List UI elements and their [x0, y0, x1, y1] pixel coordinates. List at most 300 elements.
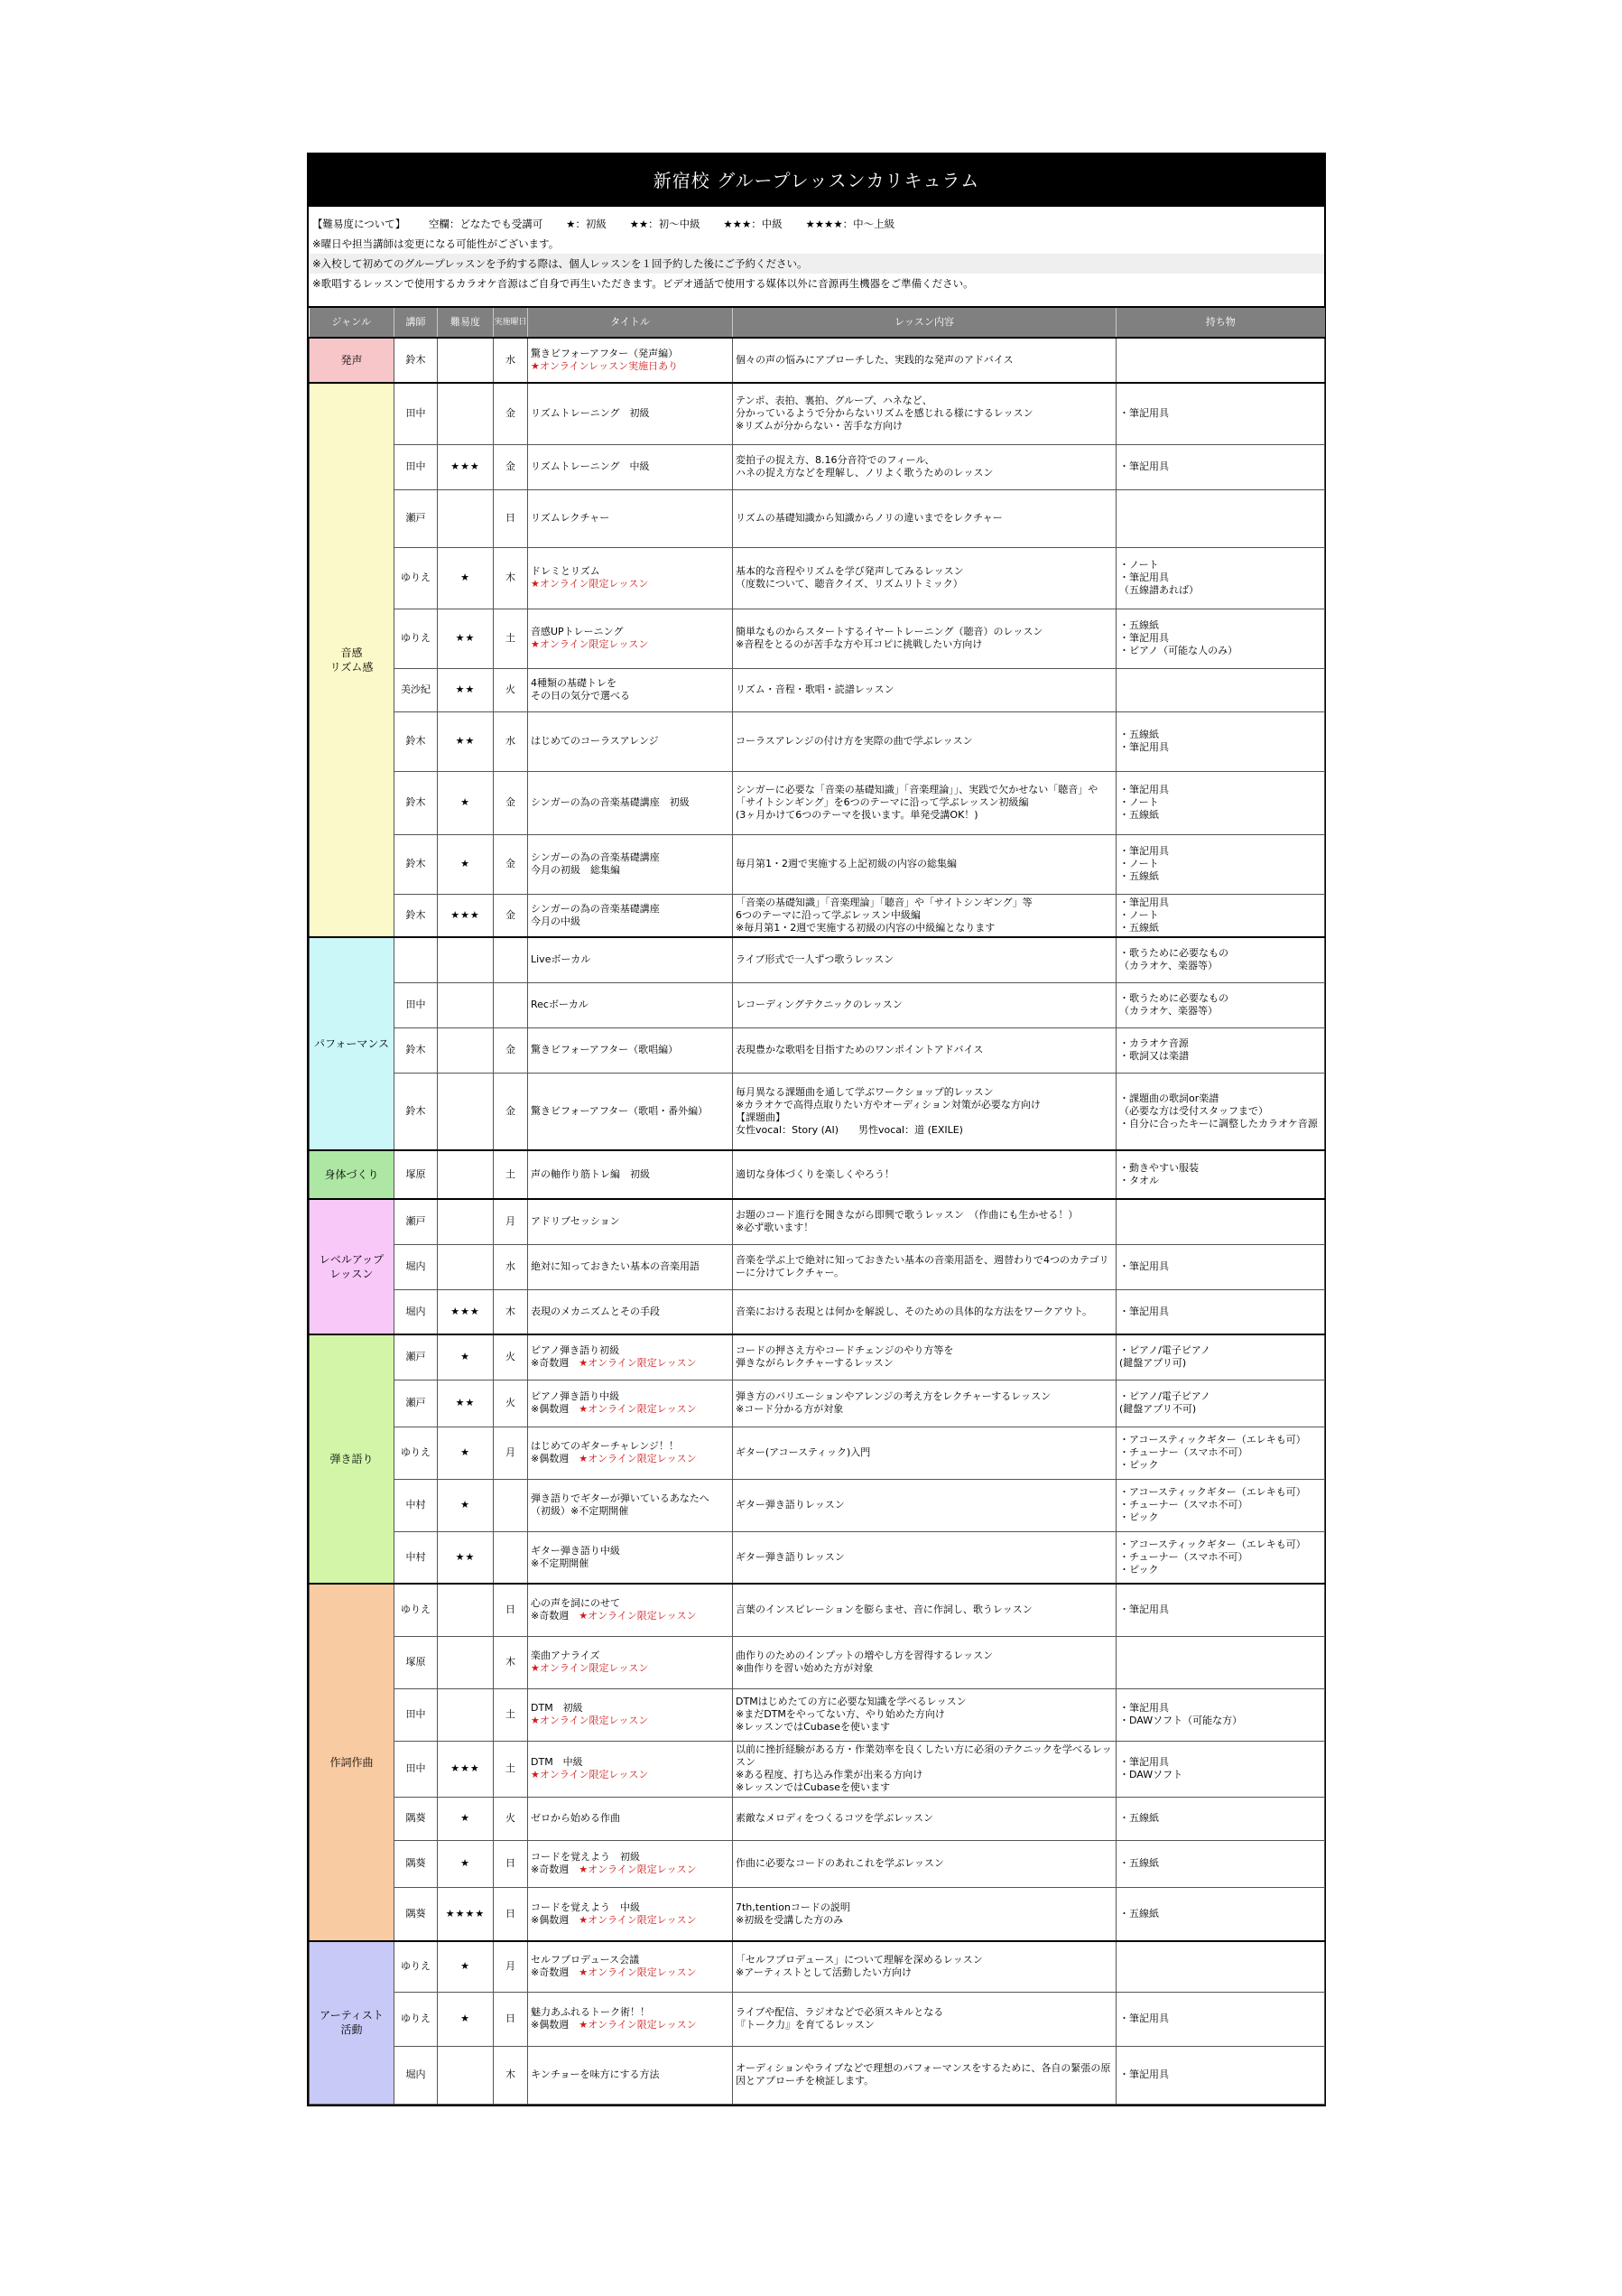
title-cell	[528, 711, 733, 771]
items-cell	[1117, 711, 1325, 771]
item-line: （カラオケ、楽器等）	[1119, 960, 1219, 972]
table-row	[310, 1531, 1325, 1584]
online-only-badge: ★オンライン限定レッスン	[579, 2019, 697, 2031]
title-cell	[528, 1380, 733, 1427]
content-line: ハネの捉え方などを理解し、ノリよく歌うためのレッスン	[736, 467, 994, 479]
items-cell	[1117, 1479, 1325, 1531]
content-cell	[733, 1334, 1117, 1380]
day-cell: 日	[494, 1584, 528, 1636]
teacher-cell	[394, 937, 438, 982]
level-stars	[438, 1688, 494, 1741]
title-cell	[528, 1073, 733, 1150]
content-line: 表現豊かな歌唱を目指すためのワンポイントアドバイス	[736, 1044, 984, 1055]
table-row	[310, 489, 1325, 547]
legend-item: ★★★：中級	[723, 218, 783, 230]
curriculum-sheet	[307, 153, 1326, 2106]
genre-cell	[310, 1584, 394, 1941]
items-cell	[1117, 1150, 1325, 1199]
item-line: ・ピアノ/電子ピアノ	[1119, 1344, 1210, 1357]
level-stars: ★	[438, 1427, 494, 1479]
title-cell	[528, 894, 733, 937]
header-day: 実施曜日	[494, 308, 528, 338]
content-line: 簡単なものからスタートするイヤートレーニング（聴音）のレッスン	[736, 626, 1043, 637]
day-cell: 水	[494, 338, 528, 383]
teacher-cell: 田中	[394, 982, 438, 1027]
content-line: 【課題曲】	[736, 1111, 785, 1123]
table-header-row	[310, 308, 1325, 338]
title-line: セルフプロデュース会議	[531, 1954, 640, 1966]
title-cell	[528, 1427, 733, 1479]
item-line: ・筆記用具	[1119, 845, 1169, 857]
level-stars: ★★★	[438, 444, 494, 489]
item-line: ・歌うために必要なもの	[1119, 947, 1228, 960]
week-note: ※奇数週	[531, 1357, 579, 1370]
item-line: （必要な方は受付スタッフまで）	[1119, 1104, 1268, 1117]
title-cell	[528, 1797, 733, 1840]
day-cell: 土	[494, 1688, 528, 1741]
legend-item: ★：初級	[566, 218, 607, 230]
items-cell	[1117, 1427, 1325, 1479]
content-line: 変拍子の捉え方、8.16分音符でのフィール、	[736, 454, 935, 466]
items-cell	[1117, 1073, 1325, 1150]
title-line: 今月の中級	[531, 915, 580, 927]
title-line: アドリブセッション	[531, 1215, 620, 1228]
table-row	[310, 937, 1325, 982]
content-line: 女性vocal：Story (AI) 男性vocal：道 (EXILE)	[736, 1123, 963, 1136]
content-line: ※初級を受講した方のみ	[736, 1913, 844, 1926]
day-cell	[494, 1479, 528, 1531]
table-body	[310, 338, 1325, 2104]
table-row	[310, 771, 1325, 834]
day-cell: 火	[494, 1797, 528, 1840]
genre-cell	[310, 1199, 394, 1334]
title-line: 驚きビフォーアフター（歌唱・番外編）	[531, 1104, 709, 1117]
item-line: ・五線紙	[1119, 809, 1159, 821]
content-line: 弾き方のバリエーションやアレンジの考え方をレクチャーするレッスン	[736, 1390, 1052, 1402]
item-line: ・筆記用具	[1119, 1756, 1169, 1768]
title-line: 弾き語りでギターが弾いているあなたへ	[531, 1492, 709, 1504]
title-cell	[528, 383, 733, 444]
online-only-badge: ★オンライン限定レッスン	[579, 1913, 697, 1926]
item-line: ・五線紙	[1119, 921, 1159, 934]
online-only-badge: ★オンラインレッスン実施日あり	[531, 360, 679, 372]
title-cell	[528, 1244, 733, 1289]
online-only-badge: ★オンライン限定レッスン	[579, 1966, 697, 1979]
items-cell	[1117, 1741, 1325, 1797]
online-note	[531, 638, 729, 651]
title-cell	[528, 937, 733, 982]
table-row	[310, 1941, 1325, 1992]
day-cell: 月	[494, 1199, 528, 1244]
item-line: ・DAWソフト（可能な方）	[1119, 1715, 1243, 1726]
content-cell	[733, 1199, 1117, 1244]
level-stars	[438, 1636, 494, 1688]
teacher-cell: 瀬戸	[394, 1334, 438, 1380]
genre-label: アーティスト	[320, 2009, 384, 2022]
title-line: 楽曲アナライズ	[531, 1650, 600, 1661]
level-stars	[438, 338, 494, 383]
content-cell	[733, 982, 1117, 1027]
content-line: ※まだDTMをやってない方、やり始めた方向け	[736, 1708, 945, 1720]
content-cell	[733, 547, 1117, 609]
content-cell	[733, 2046, 1117, 2104]
level-stars: ★	[438, 547, 494, 609]
content-cell	[733, 1073, 1117, 1150]
table-row	[310, 982, 1325, 1027]
genre-label: 弾き語り	[329, 1453, 374, 1465]
content-line: 適切な身体づくりを楽しくやろう！	[736, 1168, 894, 1180]
level-stars	[438, 1073, 494, 1150]
day-cell: 金	[494, 834, 528, 894]
level-stars	[438, 1027, 494, 1073]
content-line: ※音程をとるのが苦手な方や耳コピに挑戦したい方向け	[736, 638, 983, 650]
content-cell	[733, 1289, 1117, 1334]
content-line: 素敵なメロディをつくるコツを学ぶレッスン	[736, 1812, 934, 1824]
items-cell	[1117, 1797, 1325, 1840]
table-row	[310, 894, 1325, 937]
table-row	[310, 1199, 1325, 1244]
table-row	[310, 711, 1325, 771]
note-line: ※曜日や担当講師は変更になる可能性がございます。	[312, 237, 560, 250]
content-line: 「セルフプロデュース」について理解を深めるレッスン	[736, 1954, 983, 1966]
teacher-cell: 田中	[394, 444, 438, 489]
teacher-cell: 堀内	[394, 1244, 438, 1289]
content-line: ※毎月第1・2週で実施する初級の内容の中級編となります	[736, 921, 996, 934]
item-line: ・筆記用具	[1119, 1260, 1169, 1272]
teacher-cell: 瀬戸	[394, 489, 438, 547]
online-note	[531, 1864, 729, 1876]
item-line: ・ノート	[1119, 796, 1159, 808]
item-line: ・筆記用具	[1119, 460, 1169, 472]
title-line: ※不定期開催	[531, 1557, 589, 1569]
items-cell	[1117, 1531, 1325, 1584]
items-cell	[1117, 1289, 1325, 1334]
legend-label: 【難易度について】	[312, 218, 406, 230]
teacher-cell: 鈴木	[394, 1027, 438, 1073]
content-cell	[733, 383, 1117, 444]
title-cell	[528, 1289, 733, 1334]
content-cell	[733, 1741, 1117, 1797]
item-line: （五線譜あれば）	[1119, 584, 1199, 596]
table-row	[310, 1334, 1325, 1380]
content-cell	[733, 1479, 1117, 1531]
online-note	[531, 1610, 729, 1622]
table-row	[310, 1073, 1325, 1150]
level-stars: ★	[438, 834, 494, 894]
title-line: 4種類の基礎トレを	[531, 677, 616, 689]
level-stars: ★★★	[438, 1289, 494, 1334]
title-cell	[528, 1150, 733, 1199]
teacher-cell: 中村	[394, 1479, 438, 1531]
day-cell	[494, 982, 528, 1027]
items-cell	[1117, 1992, 1325, 2046]
content-cell	[733, 1531, 1117, 1584]
item-line: ・筆記用具	[1119, 784, 1169, 795]
table-row	[310, 2046, 1325, 2104]
content-line: ※必ず歌います！	[736, 1222, 814, 1234]
item-line: ・五線紙	[1119, 1857, 1159, 1869]
level-stars: ★★	[438, 711, 494, 771]
online-only-badge: ★オンライン限定レッスン	[579, 1403, 697, 1415]
item-line: (鍵盤アプリ可)	[1119, 1357, 1187, 1370]
title-line: 驚きビフォーアフター（歌唱編）	[531, 1044, 679, 1055]
items-cell	[1117, 668, 1325, 711]
title-line: リズムレクチャー	[531, 512, 610, 524]
table-row	[310, 1797, 1325, 1840]
level-stars	[438, 2046, 494, 2104]
content-line: 以前に挫折経験がある方・作業効率を良くしたい方に必須のテクニックを学べるレッスン	[736, 1743, 1112, 1768]
items-cell	[1117, 1380, 1325, 1427]
week-note: ※偶数週	[531, 2019, 579, 2031]
online-only-badge: ★オンライン限定レッスン	[531, 1662, 649, 1674]
table-row	[310, 1244, 1325, 1289]
items-cell	[1117, 982, 1325, 1027]
content-line: 個々の声の悩みにアプローチした、実践的な発声のアドバイス	[736, 354, 1014, 366]
page-title: 新宿校 グループレッスンカリキュラム	[309, 154, 1324, 207]
title-cell	[528, 771, 733, 834]
title-line: 絶対に知っておきたい基本の音楽用語	[531, 1260, 700, 1272]
item-line: ・筆記用具	[1119, 896, 1169, 908]
items-cell	[1117, 609, 1325, 668]
content-cell	[733, 1941, 1117, 1992]
level-stars: ★	[438, 1334, 494, 1380]
day-cell: 土	[494, 1741, 528, 1797]
content-line: 毎月第1・2週で実施する上記初級の内容の総集編	[736, 858, 957, 869]
day-cell: 火	[494, 668, 528, 711]
item-line: ・ピアノ（可能な人のみ）	[1119, 645, 1238, 656]
day-cell: 火	[494, 1380, 528, 1427]
item-line: ・筆記用具	[1119, 632, 1169, 644]
legend-item: ★★★★：中～上級	[805, 218, 895, 230]
day-cell	[494, 1531, 528, 1584]
day-cell: 金	[494, 771, 528, 834]
content-line: リズム・音程・歌唱・読譜レッスン	[736, 683, 894, 695]
curriculum-table	[309, 308, 1325, 2105]
content-cell	[733, 338, 1117, 383]
content-line: ギター弾き語りレッスン	[736, 1499, 845, 1511]
content-line: ※コード分かる方が対象	[736, 1403, 844, 1415]
level-stars: ★★	[438, 1380, 494, 1427]
content-cell	[733, 1840, 1117, 1887]
level-stars: ★★	[438, 668, 494, 711]
teacher-cell: ゆりえ	[394, 609, 438, 668]
table-row	[310, 1887, 1325, 1941]
title-cell	[528, 1531, 733, 1584]
title-cell	[528, 609, 733, 668]
content-cell	[733, 1584, 1117, 1636]
difficulty-legend	[309, 207, 1324, 234]
level-stars: ★	[438, 1797, 494, 1840]
title-cell	[528, 1941, 733, 1992]
content-line: ギター弾き語りレッスン	[736, 1550, 845, 1563]
table-row	[310, 1840, 1325, 1887]
table-row	[310, 1584, 1325, 1636]
content-line: 毎月異なる課題曲を通して学ぶワークショップ的レッスン	[736, 1085, 994, 1098]
day-cell: 水	[494, 1244, 528, 1289]
online-note	[531, 1914, 729, 1927]
title-cell	[528, 982, 733, 1027]
title-line: 驚きビフォーアフター（発声編）	[531, 348, 679, 359]
day-cell: 日	[494, 1887, 528, 1941]
content-line: 分かっているようで分からないリズムを感じれる様にするレッスン	[736, 407, 1033, 420]
item-line: ・ノート	[1119, 559, 1159, 571]
content-line: ※レッスンではCubaseを使います	[736, 1781, 890, 1793]
level-stars: ★★	[438, 609, 494, 668]
teacher-cell: 美沙紀	[394, 668, 438, 711]
title-line: ギター弾き語り中級	[531, 1544, 620, 1557]
content-cell	[733, 1027, 1117, 1073]
item-line: ・五線紙	[1119, 729, 1159, 740]
table-row	[310, 338, 1325, 383]
teacher-cell: 隅葵	[394, 1797, 438, 1840]
content-line: DTMはじめたての方に必要な知識を学べるレッスン	[736, 1696, 967, 1707]
teacher-cell: 田中	[394, 383, 438, 444]
title-line: キンチョーを味方にする方法	[531, 2068, 660, 2080]
online-only-badge: ★オンライン限定レッスン	[531, 1769, 649, 1780]
content-line: レコーディングテクニックのレッスン	[736, 999, 903, 1010]
level-stars	[438, 1244, 494, 1289]
teacher-cell: 中村	[394, 1531, 438, 1584]
header-items: 持ち物	[1117, 308, 1325, 338]
content-line: コードの押さえ方やコードチェンジのやり方等を	[736, 1344, 954, 1357]
content-cell	[733, 711, 1117, 771]
genre-label: 音感	[340, 646, 363, 659]
level-stars: ★	[438, 771, 494, 834]
online-only-badge: ★オンライン限定レッスン	[579, 1610, 697, 1622]
day-cell: 金	[494, 1027, 528, 1073]
note-line: ※歌唱するレッスンで使用するカラオケ音源はご自身で再生いただきます。ビデオ通話で使用する媒体以外に音源再生機器をご準備ください。	[312, 277, 974, 290]
title-cell	[528, 668, 733, 711]
title-line: コードを覚えよう 中級	[531, 1901, 640, 1913]
day-cell: 金	[494, 1073, 528, 1150]
content-line: シンガーに必要な「音楽の基礎知識」「音楽理論」」、実践で欠かせない「聴音」や	[736, 784, 1098, 795]
title-cell	[528, 1584, 733, 1636]
title-line: 表現のメカニズムとその手段	[531, 1305, 660, 1317]
day-cell	[494, 937, 528, 982]
title-line: リズムトレーニング 初級	[531, 407, 650, 420]
day-cell: 月	[494, 1941, 528, 1992]
week-note: ※奇数週	[531, 1610, 579, 1622]
teacher-cell: 田中	[394, 1741, 438, 1797]
content-line: 「音楽の基礎知識」「音楽理論」「聴音」や「サイトシンギング」等	[736, 896, 1033, 908]
title-line: リズムトレーニング 中級	[531, 460, 650, 472]
content-line: 6つのテーマに沿って学ぶレッスン中級編	[736, 908, 921, 921]
genre-cell	[310, 937, 394, 1150]
genre-label: レッスン	[329, 1268, 374, 1280]
content-cell	[733, 1244, 1117, 1289]
content-line: オーディションやライブなどで理想のパフォーマンスをするために、各自の緊張の原因とアプローチを検証します。	[736, 2062, 1111, 2087]
day-cell: 木	[494, 1289, 528, 1334]
content-cell	[733, 1150, 1117, 1199]
level-stars: ★	[438, 1992, 494, 2046]
table-row	[310, 834, 1325, 894]
title-line: シンガーの為の音楽基礎講座 初級	[531, 796, 690, 808]
teacher-cell: ゆりえ	[394, 1941, 438, 1992]
item-line: ・歌詞又は楽譜	[1119, 1050, 1189, 1062]
title-cell	[528, 1887, 733, 1941]
item-line: ・筆記用具	[1119, 2068, 1169, 2080]
item-line: ・ピック	[1119, 1563, 1159, 1576]
content-line: ※アーティストとして活動したい方向け	[736, 1966, 913, 1979]
genre-cell	[310, 338, 394, 383]
item-line: ・アコースティックギター（エレキも可）	[1119, 1486, 1306, 1498]
online-note	[531, 1453, 729, 1465]
teacher-cell: 隅葵	[394, 1887, 438, 1941]
item-line: ・カラオケ音源	[1119, 1037, 1189, 1049]
title-cell	[528, 1992, 733, 2046]
item-line: (鍵盤アプリ不可)	[1119, 1403, 1197, 1415]
level-stars: ★★★	[438, 1741, 494, 1797]
table-row	[310, 1636, 1325, 1688]
online-note	[531, 1715, 729, 1727]
teacher-cell: 鈴木	[394, 711, 438, 771]
content-cell	[733, 1688, 1117, 1741]
level-stars: ★★★	[438, 894, 494, 937]
item-line: ・課題曲の歌詞or楽譜	[1119, 1092, 1219, 1104]
table-row	[310, 668, 1325, 711]
content-line: ※リズムが分からない・苦手な方向け	[736, 420, 903, 432]
title-cell	[528, 1840, 733, 1887]
item-line: ・チューナー（スマホ不可）	[1119, 1550, 1248, 1563]
level-stars: ★★★★	[438, 1887, 494, 1941]
genre-label: 作詞作曲	[329, 1756, 374, 1769]
item-line: ・自分に合ったキーに調整したカラオケ音源	[1119, 1117, 1318, 1129]
items-cell	[1117, 894, 1325, 937]
content-line: ※カラオケで高得点取りたい方やオーディション対策が必要な方向け	[736, 1098, 1041, 1111]
title-cell	[528, 834, 733, 894]
genre-label: リズム感	[329, 661, 374, 674]
online-note	[531, 1357, 729, 1370]
item-line: ・筆記用具	[1119, 2012, 1169, 2024]
content-line: ※レッスンではCubaseを使います	[736, 1721, 890, 1733]
teacher-cell: 塚原	[394, 1636, 438, 1688]
item-line: ・歌うために必要なもの	[1119, 992, 1228, 1004]
header-teacher: 講師	[394, 308, 438, 338]
title-line: ピアノ弾き語り中級	[531, 1390, 620, 1402]
content-line: (3ヶ月かけて6つのテーマを扱います。単発受講OK！)	[736, 809, 978, 821]
teacher-cell: ゆりえ	[394, 1584, 438, 1636]
items-cell	[1117, 444, 1325, 489]
content-line: 言葉のインスピレーションを膨らませ、音に作詞し、歌うレッスン	[736, 1603, 1033, 1616]
teacher-cell: 鈴木	[394, 338, 438, 383]
note-line: ※入校して初めてのグループレッスンを予約する際は、個人レッスンを１回予約した後にご予約ください。	[309, 254, 1324, 274]
genre-cell	[310, 1150, 394, 1199]
content-line: ギター(アコースティック)入門	[736, 1446, 871, 1458]
title-cell	[528, 338, 733, 383]
item-line: ・五線紙	[1119, 870, 1159, 882]
online-only-badge: ★オンライン限定レッスン	[579, 1453, 697, 1464]
item-line: ・五線紙	[1119, 619, 1159, 631]
content-line: ※曲作りを習い始めた方が対象	[736, 1662, 874, 1674]
notes-section	[309, 207, 1324, 308]
item-line: ・筆記用具	[1119, 572, 1169, 583]
item-line: ・五線紙	[1119, 1907, 1159, 1920]
content-cell	[733, 937, 1117, 982]
title-line: 心の声を詞にのせて	[531, 1597, 620, 1610]
content-line: 弾きながらレクチャーするレッスン	[736, 1357, 894, 1370]
items-cell	[1117, 2046, 1325, 2104]
content-line: ライブや配信、ラジオなどで必須スキルとなる	[736, 2006, 944, 2018]
items-cell	[1117, 771, 1325, 834]
content-line: ライブ形式で一人ずつ歌うレッスン	[736, 953, 894, 966]
teacher-cell: 塚原	[394, 1150, 438, 1199]
content-line: ※ある程度、打ち込み作業が出来る方向け	[736, 1769, 923, 1780]
day-cell: 土	[494, 609, 528, 668]
day-cell: 木	[494, 1636, 528, 1688]
content-line: 7th,tentionコードの説明	[736, 1901, 850, 1913]
title-line: 音感UPトレーニング	[531, 626, 624, 637]
items-cell	[1117, 1887, 1325, 1941]
